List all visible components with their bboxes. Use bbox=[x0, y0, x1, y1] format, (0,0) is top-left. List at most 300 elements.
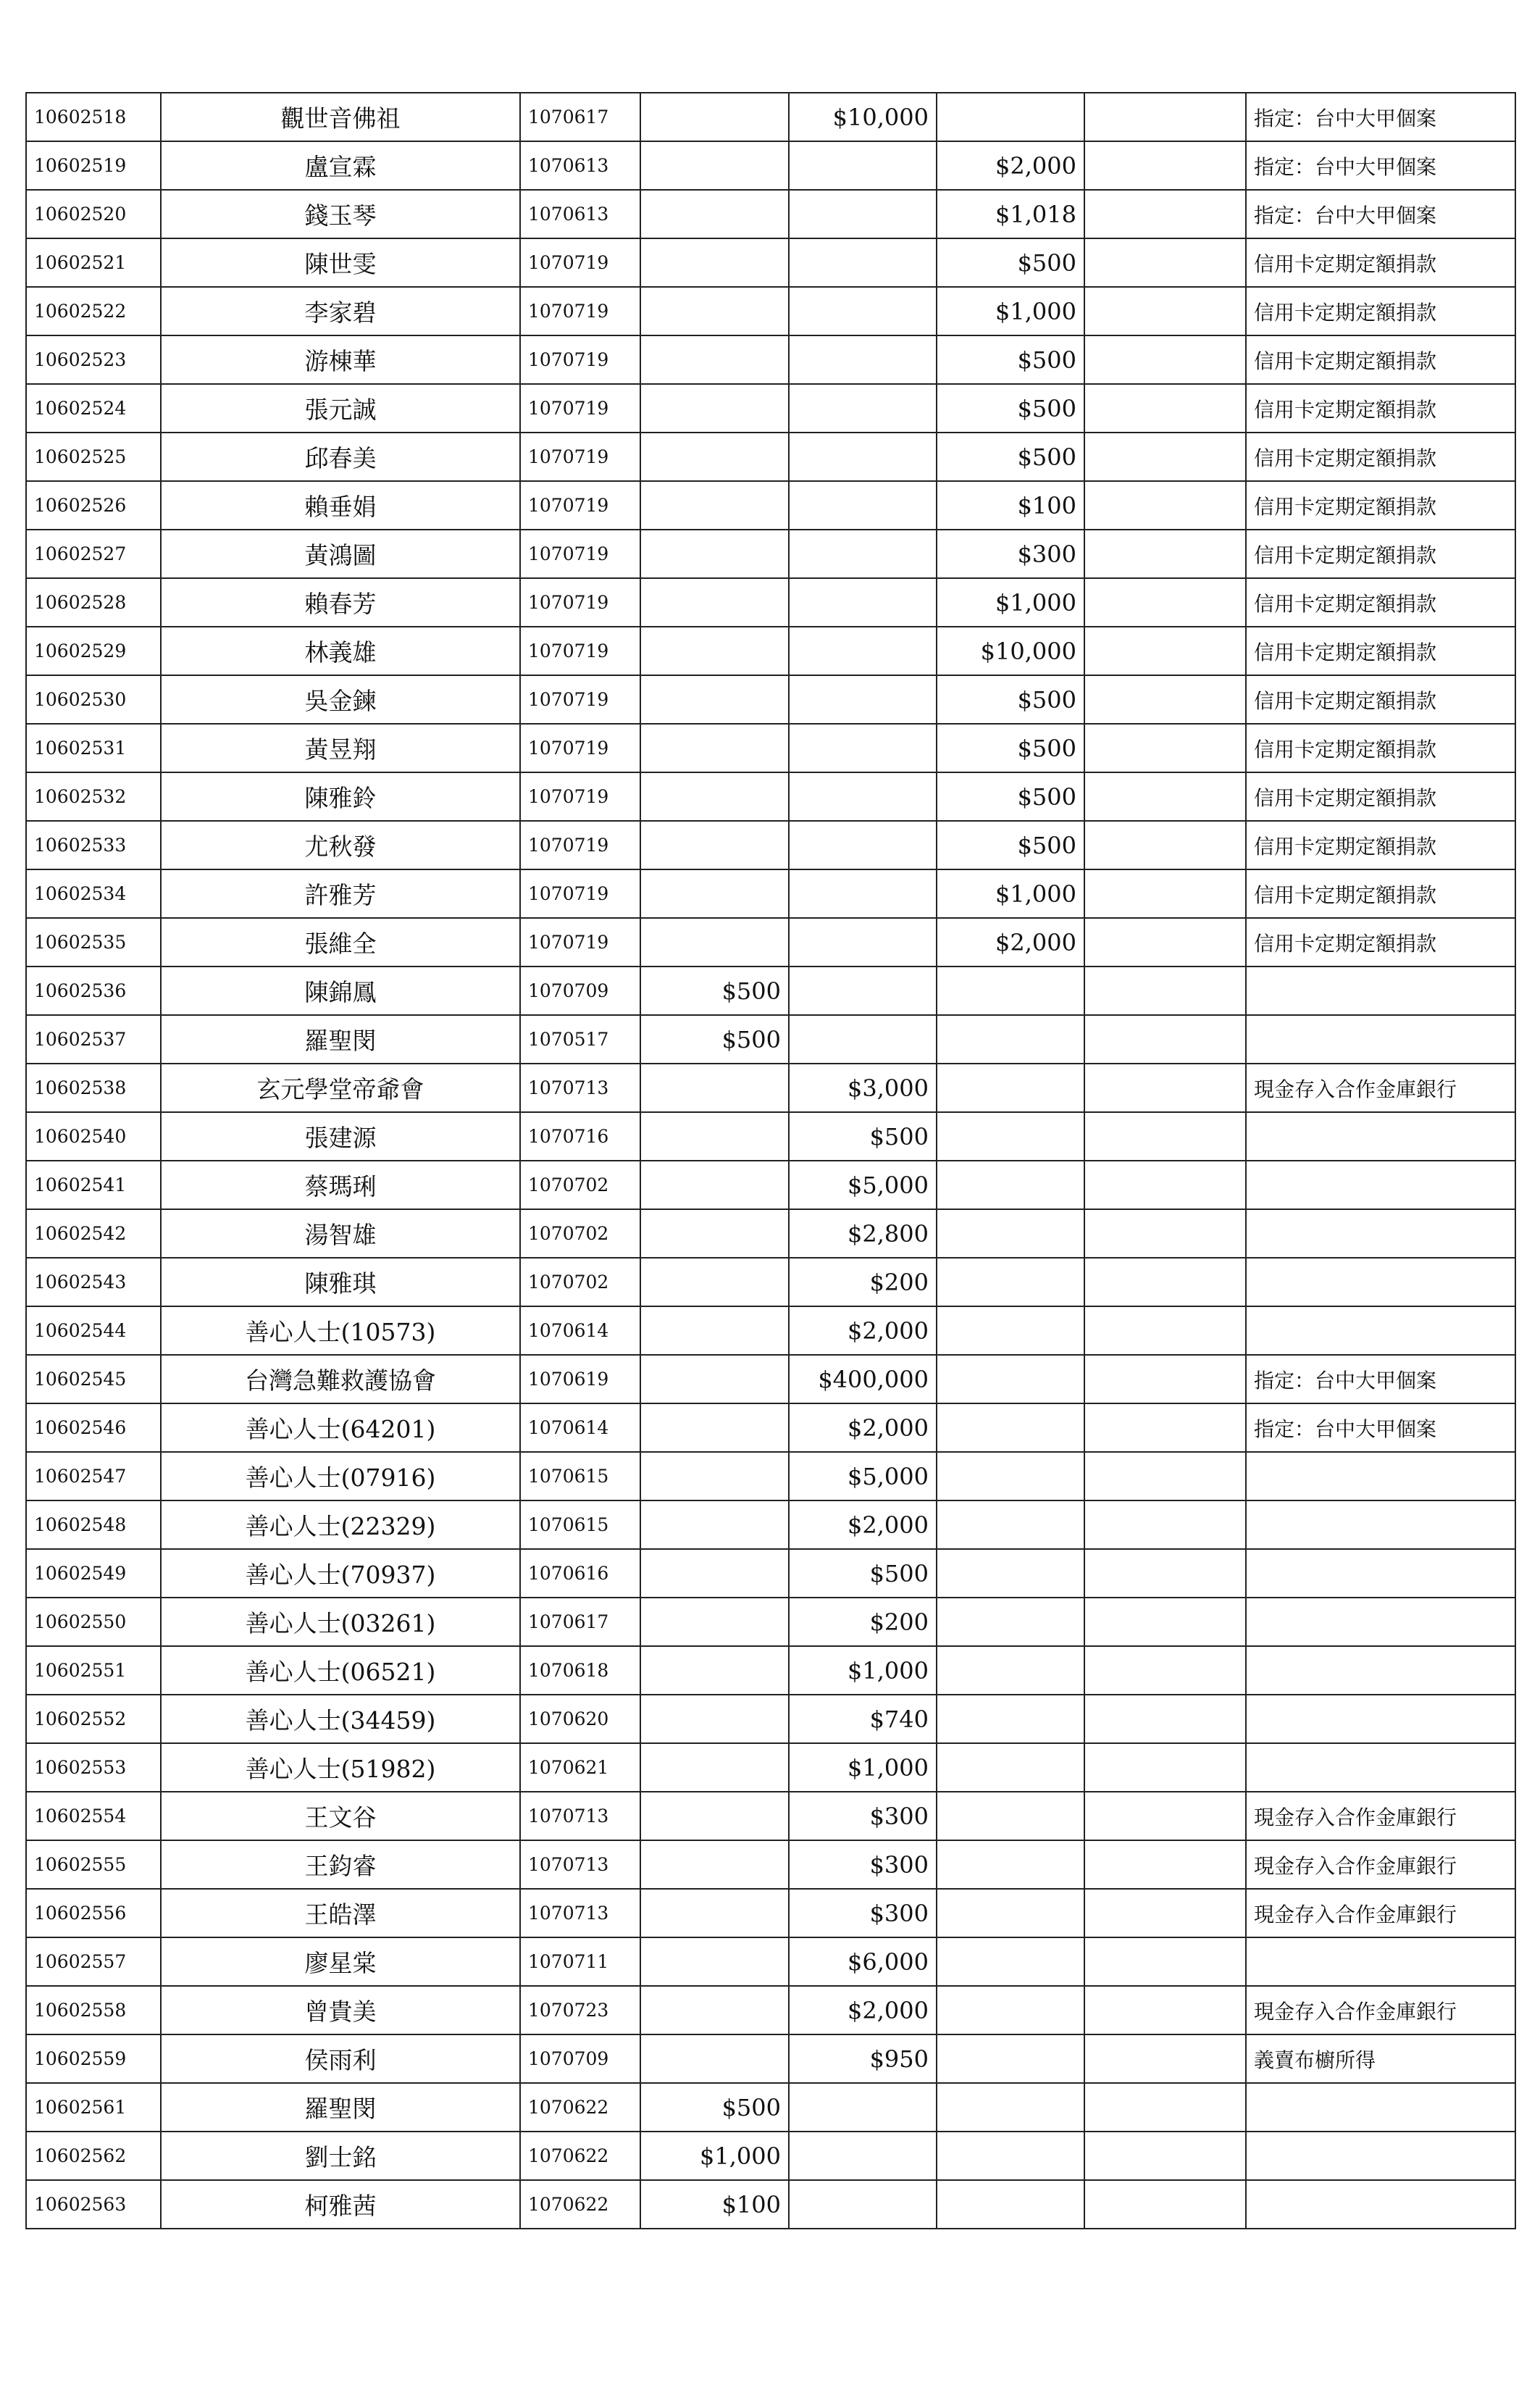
receipt-number-cell: 10602524 bbox=[26, 384, 161, 433]
amount-card-cell: $1,000 bbox=[937, 869, 1084, 918]
amount-other-cell bbox=[1084, 1306, 1246, 1355]
donor-name-cell: 玄元學堂帝爺會 bbox=[161, 1064, 520, 1112]
donation-date-cell: 1070614 bbox=[520, 1306, 640, 1355]
donor-name-cell: 湯智雄 bbox=[161, 1209, 520, 1258]
amount-cash-cell bbox=[640, 918, 789, 967]
remark-cell bbox=[1246, 1161, 1515, 1209]
donation-date-cell: 1070719 bbox=[520, 675, 640, 724]
table-row bbox=[26, 335, 1515, 384]
donor-name-cell: 游棟華 bbox=[161, 335, 520, 384]
amount-card-cell bbox=[937, 1452, 1084, 1500]
donor-name-cell: 尤秋發 bbox=[161, 821, 520, 869]
amount-other-cell bbox=[1084, 1646, 1246, 1695]
amount-card-cell bbox=[937, 1792, 1084, 1840]
remark-cell: 信用卡定期定額捐款 bbox=[1246, 384, 1515, 433]
donation-date-cell: 1070719 bbox=[520, 481, 640, 530]
table-row bbox=[26, 1646, 1515, 1695]
amount-other-cell bbox=[1084, 1500, 1246, 1549]
donation-date-cell: 1070616 bbox=[520, 1549, 640, 1598]
donor-name-cell: 善心人士(07916) bbox=[161, 1452, 520, 1500]
amount-transfer-cell: $5,000 bbox=[789, 1161, 937, 1209]
donation-date-cell: 1070719 bbox=[520, 335, 640, 384]
remark-cell: 信用卡定期定額捐款 bbox=[1246, 821, 1515, 869]
amount-other-cell bbox=[1084, 1792, 1246, 1840]
amount-transfer-cell bbox=[789, 967, 937, 1015]
amount-cash-cell bbox=[640, 578, 789, 627]
amount-card-cell bbox=[937, 1986, 1084, 2034]
amount-cash-cell: $1,000 bbox=[640, 2132, 789, 2180]
amount-cash-cell bbox=[640, 93, 789, 141]
donor-name-cell: 善心人士(03261) bbox=[161, 1598, 520, 1646]
amount-other-cell bbox=[1084, 967, 1246, 1015]
donor-name-cell: 邱春美 bbox=[161, 433, 520, 481]
amount-card-cell bbox=[937, 2180, 1084, 2229]
amount-transfer-cell bbox=[789, 287, 937, 335]
amount-cash-cell bbox=[640, 433, 789, 481]
table-row bbox=[26, 1209, 1515, 1258]
donation-date-cell: 1070713 bbox=[520, 1064, 640, 1112]
amount-card-cell: $500 bbox=[937, 772, 1084, 821]
table-row bbox=[26, 1403, 1515, 1452]
amount-other-cell bbox=[1084, 335, 1246, 384]
amount-cash-cell bbox=[640, 1209, 789, 1258]
amount-transfer-cell: $200 bbox=[789, 1598, 937, 1646]
amount-card-cell: $300 bbox=[937, 530, 1084, 578]
remark-cell bbox=[1246, 1306, 1515, 1355]
remark-cell: 指定：台中大甲個案 bbox=[1246, 141, 1515, 190]
donation-date-cell: 1070702 bbox=[520, 1209, 640, 1258]
amount-other-cell bbox=[1084, 433, 1246, 481]
table-row bbox=[26, 1015, 1515, 1064]
donor-name-cell: 蔡瑪琍 bbox=[161, 1161, 520, 1209]
receipt-number-cell: 10602553 bbox=[26, 1743, 161, 1792]
table-row bbox=[26, 869, 1515, 918]
amount-other-cell bbox=[1084, 190, 1246, 238]
receipt-number-cell: 10602537 bbox=[26, 1015, 161, 1064]
donor-name-cell: 善心人士(22329) bbox=[161, 1500, 520, 1549]
remark-cell: 信用卡定期定額捐款 bbox=[1246, 530, 1515, 578]
amount-cash-cell: $500 bbox=[640, 2083, 789, 2132]
donation-date-cell: 1070719 bbox=[520, 869, 640, 918]
amount-transfer-cell: $1,000 bbox=[789, 1743, 937, 1792]
remark-cell bbox=[1246, 1549, 1515, 1598]
table-row bbox=[26, 1743, 1515, 1792]
donation-date-cell: 1070617 bbox=[520, 93, 640, 141]
donor-name-cell: 張元誠 bbox=[161, 384, 520, 433]
donation-date-cell: 1070517 bbox=[520, 1015, 640, 1064]
amount-cash-cell bbox=[640, 141, 789, 190]
receipt-number-cell: 10602557 bbox=[26, 1937, 161, 1986]
remark-cell: 信用卡定期定額捐款 bbox=[1246, 287, 1515, 335]
remark-cell bbox=[1246, 1258, 1515, 1306]
donation-date-cell: 1070622 bbox=[520, 2083, 640, 2132]
amount-card-cell: $500 bbox=[937, 335, 1084, 384]
table-row bbox=[26, 1112, 1515, 1161]
amount-transfer-cell bbox=[789, 627, 937, 675]
amount-card-cell: $500 bbox=[937, 238, 1084, 287]
donor-name-cell: 善心人士(06521) bbox=[161, 1646, 520, 1695]
donor-name-cell: 陳雅琪 bbox=[161, 1258, 520, 1306]
amount-other-cell bbox=[1084, 578, 1246, 627]
table-row bbox=[26, 530, 1515, 578]
amount-other-cell bbox=[1084, 1889, 1246, 1937]
donation-date-cell: 1070719 bbox=[520, 238, 640, 287]
amount-cash-cell bbox=[640, 1889, 789, 1937]
amount-other-cell bbox=[1084, 1452, 1246, 1500]
remark-cell bbox=[1246, 1695, 1515, 1743]
donor-name-cell: 賴春芳 bbox=[161, 578, 520, 627]
amount-cash-cell bbox=[640, 1646, 789, 1695]
amount-other-cell bbox=[1084, 1986, 1246, 2034]
table-row bbox=[26, 1792, 1515, 1840]
donation-date-cell: 1070719 bbox=[520, 433, 640, 481]
amount-card-cell bbox=[937, 1695, 1084, 1743]
remark-cell: 指定：台中大甲個案 bbox=[1246, 93, 1515, 141]
receipt-number-cell: 10602546 bbox=[26, 1403, 161, 1452]
remark-cell bbox=[1246, 2132, 1515, 2180]
remark-cell bbox=[1246, 2083, 1515, 2132]
table-row bbox=[26, 433, 1515, 481]
amount-other-cell bbox=[1084, 1549, 1246, 1598]
amount-other-cell bbox=[1084, 238, 1246, 287]
donor-name-cell: 劉士銘 bbox=[161, 2132, 520, 2180]
ledger-body bbox=[26, 93, 1515, 2229]
amount-card-cell bbox=[937, 1598, 1084, 1646]
receipt-number-cell: 10602521 bbox=[26, 238, 161, 287]
amount-card-cell: $500 bbox=[937, 821, 1084, 869]
table-row bbox=[26, 1452, 1515, 1500]
amount-cash-cell bbox=[640, 1598, 789, 1646]
donation-date-cell: 1070709 bbox=[520, 967, 640, 1015]
amount-transfer-cell bbox=[789, 578, 937, 627]
donor-name-cell: 陳錦鳳 bbox=[161, 967, 520, 1015]
receipt-number-cell: 10602562 bbox=[26, 2132, 161, 2180]
receipt-number-cell: 10602519 bbox=[26, 141, 161, 190]
amount-transfer-cell bbox=[789, 141, 937, 190]
donation-date-cell: 1070719 bbox=[520, 627, 640, 675]
amount-transfer-cell: $740 bbox=[789, 1695, 937, 1743]
receipt-number-cell: 10602549 bbox=[26, 1549, 161, 1598]
amount-other-cell bbox=[1084, 384, 1246, 433]
amount-transfer-cell bbox=[789, 481, 937, 530]
amount-other-cell bbox=[1084, 1161, 1246, 1209]
remark-cell bbox=[1246, 1646, 1515, 1695]
receipt-number-cell: 10602542 bbox=[26, 1209, 161, 1258]
donor-name-cell: 林義雄 bbox=[161, 627, 520, 675]
amount-transfer-cell: $300 bbox=[789, 1792, 937, 1840]
remark-cell: 信用卡定期定額捐款 bbox=[1246, 481, 1515, 530]
donation-ledger-table bbox=[25, 92, 1516, 2229]
table-row bbox=[26, 1306, 1515, 1355]
table-row bbox=[26, 1258, 1515, 1306]
amount-other-cell bbox=[1084, 1695, 1246, 1743]
amount-transfer-cell bbox=[789, 2132, 937, 2180]
amount-cash-cell bbox=[640, 1064, 789, 1112]
amount-transfer-cell bbox=[789, 530, 937, 578]
amount-card-cell: $2,000 bbox=[937, 918, 1084, 967]
donor-name-cell: 觀世音佛祖 bbox=[161, 93, 520, 141]
amount-other-cell bbox=[1084, 1403, 1246, 1452]
table-row bbox=[26, 384, 1515, 433]
amount-transfer-cell: $2,000 bbox=[789, 1403, 937, 1452]
amount-transfer-cell: $1,000 bbox=[789, 1646, 937, 1695]
amount-other-cell bbox=[1084, 2180, 1246, 2229]
amount-card-cell: $500 bbox=[937, 433, 1084, 481]
table-row bbox=[26, 578, 1515, 627]
table-row bbox=[26, 2034, 1515, 2083]
amount-other-cell bbox=[1084, 1355, 1246, 1403]
receipt-number-cell: 10602532 bbox=[26, 772, 161, 821]
amount-card-cell: $500 bbox=[937, 724, 1084, 772]
amount-transfer-cell bbox=[789, 675, 937, 724]
table-row bbox=[26, 1937, 1515, 1986]
amount-cash-cell bbox=[640, 1452, 789, 1500]
receipt-number-cell: 10602527 bbox=[26, 530, 161, 578]
amount-cash-cell bbox=[640, 1743, 789, 1792]
amount-cash-cell bbox=[640, 1840, 789, 1889]
donation-date-cell: 1070702 bbox=[520, 1161, 640, 1209]
donation-date-cell: 1070719 bbox=[520, 724, 640, 772]
amount-card-cell bbox=[937, 1306, 1084, 1355]
receipt-number-cell: 10602534 bbox=[26, 869, 161, 918]
amount-other-cell bbox=[1084, 1112, 1246, 1161]
amount-transfer-cell: $500 bbox=[789, 1549, 937, 1598]
receipt-number-cell: 10602547 bbox=[26, 1452, 161, 1500]
receipt-number-cell: 10602522 bbox=[26, 287, 161, 335]
amount-cash-cell bbox=[640, 2034, 789, 2083]
amount-card-cell bbox=[937, 1840, 1084, 1889]
donor-name-cell: 李家碧 bbox=[161, 287, 520, 335]
amount-cash-cell bbox=[640, 1161, 789, 1209]
donor-name-cell: 善心人士(51982) bbox=[161, 1743, 520, 1792]
amount-other-cell bbox=[1084, 918, 1246, 967]
amount-card-cell bbox=[937, 1646, 1084, 1695]
donation-date-cell: 1070711 bbox=[520, 1937, 640, 1986]
receipt-number-cell: 10602561 bbox=[26, 2083, 161, 2132]
donation-date-cell: 1070719 bbox=[520, 287, 640, 335]
remark-cell bbox=[1246, 1015, 1515, 1064]
donor-name-cell: 陳世雯 bbox=[161, 238, 520, 287]
remark-cell: 信用卡定期定額捐款 bbox=[1246, 918, 1515, 967]
donation-date-cell: 1070615 bbox=[520, 1452, 640, 1500]
remark-cell: 信用卡定期定額捐款 bbox=[1246, 675, 1515, 724]
amount-transfer-cell bbox=[789, 918, 937, 967]
table-row bbox=[26, 772, 1515, 821]
donor-name-cell: 吳金鍊 bbox=[161, 675, 520, 724]
amount-transfer-cell bbox=[789, 2083, 937, 2132]
amount-other-cell bbox=[1084, 821, 1246, 869]
amount-other-cell bbox=[1084, 627, 1246, 675]
amount-card-cell bbox=[937, 2034, 1084, 2083]
table-row bbox=[26, 1549, 1515, 1598]
amount-card-cell bbox=[937, 1161, 1084, 1209]
amount-card-cell: $10,000 bbox=[937, 627, 1084, 675]
donor-name-cell: 賴垂娟 bbox=[161, 481, 520, 530]
remark-cell: 信用卡定期定額捐款 bbox=[1246, 627, 1515, 675]
remark-cell: 現金存入合作金庫銀行 bbox=[1246, 1986, 1515, 2034]
receipt-number-cell: 10602526 bbox=[26, 481, 161, 530]
amount-transfer-cell: $400,000 bbox=[789, 1355, 937, 1403]
receipt-number-cell: 10602545 bbox=[26, 1355, 161, 1403]
receipt-number-cell: 10602556 bbox=[26, 1889, 161, 1937]
amount-transfer-cell bbox=[789, 2180, 937, 2229]
table-row bbox=[26, 1064, 1515, 1112]
table-row bbox=[26, 2083, 1515, 2132]
donation-date-cell: 1070719 bbox=[520, 918, 640, 967]
amount-card-cell bbox=[937, 1549, 1084, 1598]
table-row bbox=[26, 724, 1515, 772]
donor-name-cell: 黃昱翔 bbox=[161, 724, 520, 772]
amount-transfer-cell bbox=[789, 335, 937, 384]
amount-cash-cell bbox=[640, 384, 789, 433]
receipt-number-cell: 10602543 bbox=[26, 1258, 161, 1306]
donation-date-cell: 1070719 bbox=[520, 821, 640, 869]
amount-other-cell bbox=[1084, 724, 1246, 772]
amount-cash-cell bbox=[640, 1792, 789, 1840]
receipt-number-cell: 10602550 bbox=[26, 1598, 161, 1646]
table-row bbox=[26, 1695, 1515, 1743]
donor-name-cell: 王皓澤 bbox=[161, 1889, 520, 1937]
donation-date-cell: 1070713 bbox=[520, 1889, 640, 1937]
remark-cell bbox=[1246, 2180, 1515, 2229]
remark-cell: 信用卡定期定額捐款 bbox=[1246, 772, 1515, 821]
receipt-number-cell: 10602541 bbox=[26, 1161, 161, 1209]
donation-date-cell: 1070716 bbox=[520, 1112, 640, 1161]
amount-card-cell bbox=[937, 1209, 1084, 1258]
amount-transfer-cell bbox=[789, 724, 937, 772]
amount-cash-cell bbox=[640, 335, 789, 384]
remark-cell: 信用卡定期定額捐款 bbox=[1246, 238, 1515, 287]
amount-transfer-cell bbox=[789, 238, 937, 287]
amount-other-cell bbox=[1084, 1598, 1246, 1646]
amount-transfer-cell: $2,000 bbox=[789, 1986, 937, 2034]
donation-date-cell: 1070719 bbox=[520, 530, 640, 578]
donor-name-cell: 廖星棠 bbox=[161, 1937, 520, 1986]
remark-cell bbox=[1246, 1598, 1515, 1646]
amount-other-cell bbox=[1084, 772, 1246, 821]
amount-cash-cell bbox=[640, 724, 789, 772]
amount-card-cell: $500 bbox=[937, 675, 1084, 724]
receipt-number-cell: 10602531 bbox=[26, 724, 161, 772]
donation-date-cell: 1070622 bbox=[520, 2132, 640, 2180]
donor-name-cell: 陳雅鈴 bbox=[161, 772, 520, 821]
remark-cell: 現金存入合作金庫銀行 bbox=[1246, 1889, 1515, 1937]
donor-name-cell: 錢玉琴 bbox=[161, 190, 520, 238]
amount-card-cell bbox=[937, 967, 1084, 1015]
donation-date-cell: 1070723 bbox=[520, 1986, 640, 2034]
table-row bbox=[26, 821, 1515, 869]
receipt-number-cell: 10602518 bbox=[26, 93, 161, 141]
remark-cell: 信用卡定期定額捐款 bbox=[1246, 724, 1515, 772]
donation-date-cell: 1070619 bbox=[520, 1355, 640, 1403]
amount-other-cell bbox=[1084, 481, 1246, 530]
amount-other-cell bbox=[1084, 1209, 1246, 1258]
amount-other-cell bbox=[1084, 141, 1246, 190]
receipt-number-cell: 10602563 bbox=[26, 2180, 161, 2229]
donation-date-cell: 1070622 bbox=[520, 2180, 640, 2229]
amount-cash-cell bbox=[640, 287, 789, 335]
table-row bbox=[26, 967, 1515, 1015]
receipt-number-cell: 10602558 bbox=[26, 1986, 161, 2034]
amount-card-cell: $1,000 bbox=[937, 287, 1084, 335]
receipt-number-cell: 10602529 bbox=[26, 627, 161, 675]
table-row bbox=[26, 1355, 1515, 1403]
amount-card-cell: $100 bbox=[937, 481, 1084, 530]
remark-cell: 信用卡定期定額捐款 bbox=[1246, 869, 1515, 918]
amount-transfer-cell: $2,000 bbox=[789, 1500, 937, 1549]
table-row bbox=[26, 2180, 1515, 2229]
table-row bbox=[26, 1840, 1515, 1889]
donation-date-cell: 1070613 bbox=[520, 141, 640, 190]
amount-other-cell bbox=[1084, 2034, 1246, 2083]
table-row bbox=[26, 627, 1515, 675]
amount-transfer-cell: $950 bbox=[789, 2034, 937, 2083]
amount-card-cell: $1,018 bbox=[937, 190, 1084, 238]
remark-cell bbox=[1246, 1112, 1515, 1161]
amount-card-cell bbox=[937, 1112, 1084, 1161]
donor-name-cell: 善心人士(10573) bbox=[161, 1306, 520, 1355]
receipt-number-cell: 10602528 bbox=[26, 578, 161, 627]
amount-cash-cell bbox=[640, 1695, 789, 1743]
remark-cell bbox=[1246, 1209, 1515, 1258]
table-row bbox=[26, 1986, 1515, 2034]
remark-cell: 信用卡定期定額捐款 bbox=[1246, 578, 1515, 627]
table-row bbox=[26, 238, 1515, 287]
table-row bbox=[26, 93, 1515, 141]
remark-cell: 指定：台中大甲個案 bbox=[1246, 1355, 1515, 1403]
donor-name-cell: 善心人士(64201) bbox=[161, 1403, 520, 1452]
receipt-number-cell: 10602538 bbox=[26, 1064, 161, 1112]
remark-cell: 指定：台中大甲個案 bbox=[1246, 190, 1515, 238]
amount-card-cell bbox=[937, 1015, 1084, 1064]
receipt-number-cell: 10602530 bbox=[26, 675, 161, 724]
donor-name-cell: 黃鴻圖 bbox=[161, 530, 520, 578]
amount-other-cell bbox=[1084, 2083, 1246, 2132]
amount-cash-cell bbox=[640, 1986, 789, 2034]
amount-other-cell bbox=[1084, 530, 1246, 578]
donation-date-cell: 1070613 bbox=[520, 190, 640, 238]
donation-date-cell: 1070702 bbox=[520, 1258, 640, 1306]
amount-card-cell bbox=[937, 1937, 1084, 1986]
amount-card-cell: $1,000 bbox=[937, 578, 1084, 627]
remark-cell: 義賣布櫥所得 bbox=[1246, 2034, 1515, 2083]
amount-transfer-cell: $2,800 bbox=[789, 1209, 937, 1258]
amount-cash-cell bbox=[640, 1355, 789, 1403]
amount-transfer-cell: $200 bbox=[789, 1258, 937, 1306]
amount-transfer-cell: $500 bbox=[789, 1112, 937, 1161]
table-row bbox=[26, 1161, 1515, 1209]
receipt-number-cell: 10602544 bbox=[26, 1306, 161, 1355]
amount-cash-cell bbox=[640, 1306, 789, 1355]
donation-date-cell: 1070614 bbox=[520, 1403, 640, 1452]
donor-name-cell: 善心人士(34459) bbox=[161, 1695, 520, 1743]
amount-transfer-cell: $300 bbox=[789, 1840, 937, 1889]
amount-card-cell: $2,000 bbox=[937, 141, 1084, 190]
amount-other-cell bbox=[1084, 675, 1246, 724]
table-row bbox=[26, 481, 1515, 530]
donor-name-cell: 柯雅茜 bbox=[161, 2180, 520, 2229]
amount-cash-cell: $500 bbox=[640, 967, 789, 1015]
amount-card-cell bbox=[937, 1355, 1084, 1403]
donor-name-cell: 張建源 bbox=[161, 1112, 520, 1161]
table-row bbox=[26, 141, 1515, 190]
donation-date-cell: 1070719 bbox=[520, 384, 640, 433]
table-row bbox=[26, 918, 1515, 967]
amount-transfer-cell bbox=[789, 384, 937, 433]
donation-date-cell: 1070719 bbox=[520, 578, 640, 627]
amount-cash-cell bbox=[640, 1403, 789, 1452]
amount-other-cell bbox=[1084, 1743, 1246, 1792]
